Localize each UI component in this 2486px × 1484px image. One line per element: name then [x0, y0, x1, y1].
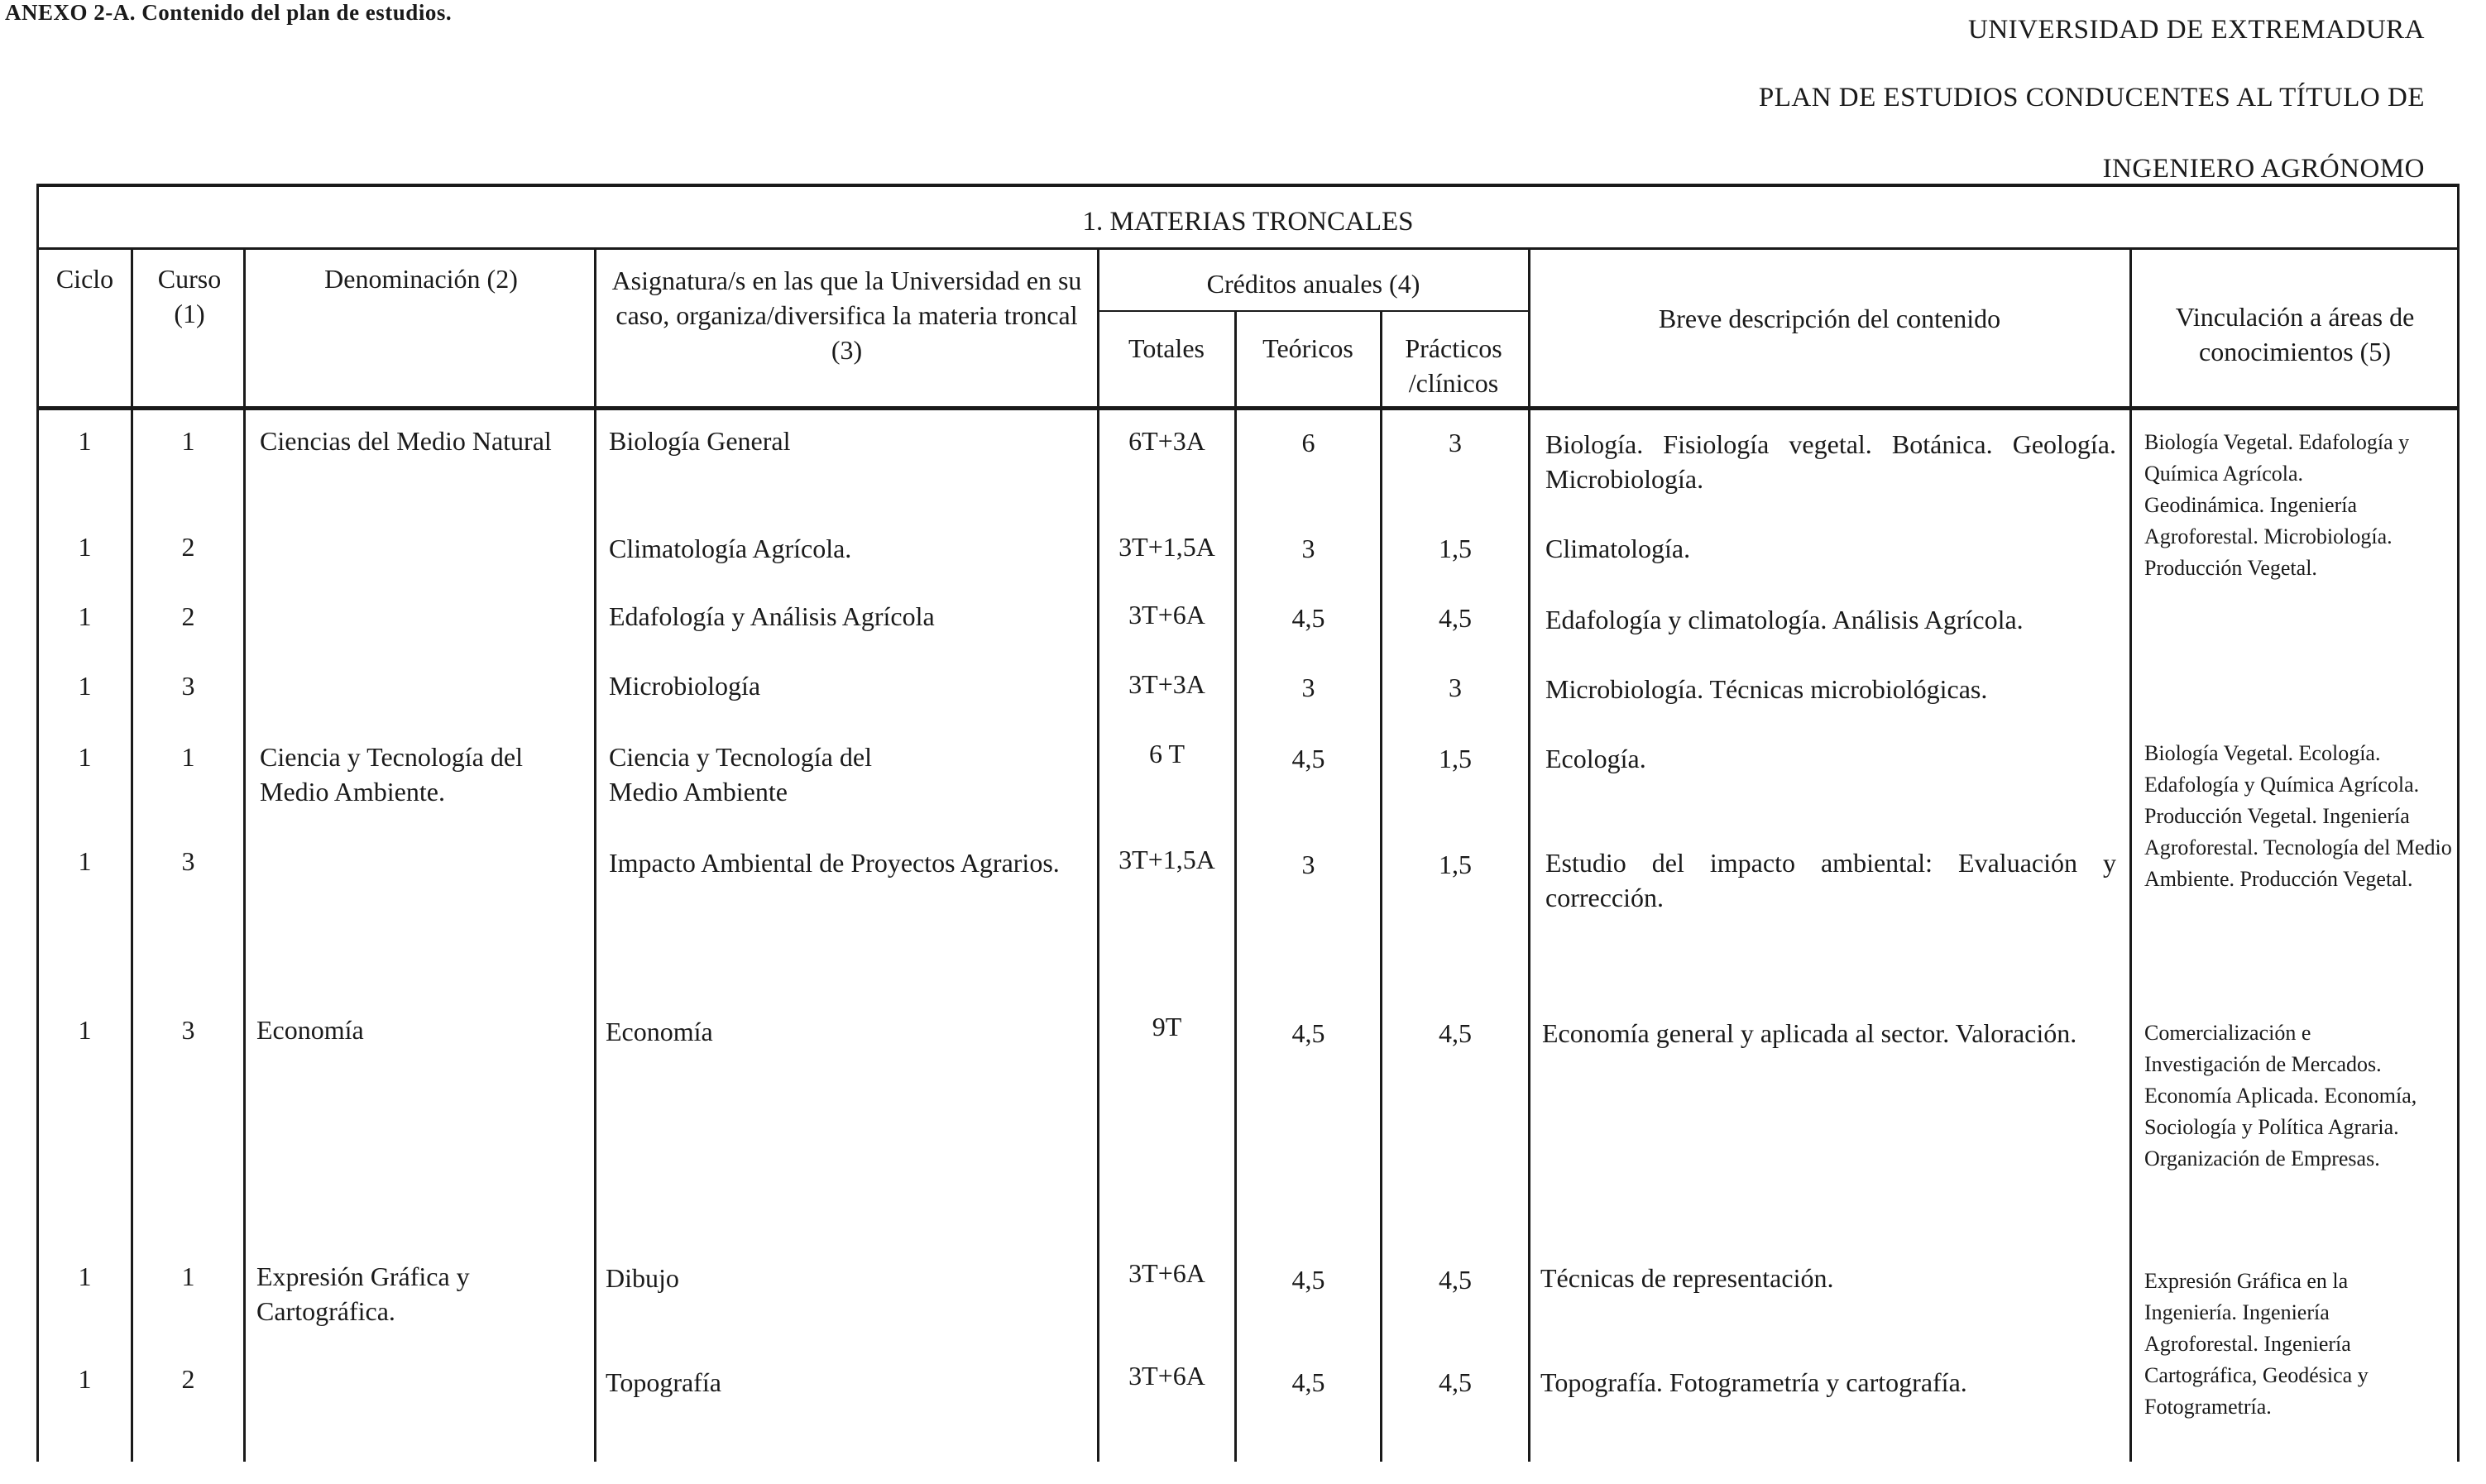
cell-teoricos: 6 [1301, 428, 1315, 457]
cell-denominacion: Expresión Gráfica y Cartográfica. [256, 1261, 470, 1326]
cell-curso: 2 [181, 601, 195, 631]
cell-teoricos: 3 [1301, 850, 1315, 879]
cell-asignatura: Topografía [606, 1367, 721, 1397]
cell-curso: 1 [181, 1261, 195, 1291]
cell-curso: 1 [181, 426, 195, 456]
cell-curso: 1 [181, 742, 195, 772]
cell-descripcion: Economía general y aplicada al sector. Valoración. [1542, 1018, 2077, 1048]
col-totales: Totales [1128, 333, 1205, 363]
cell-teoricos: 4,5 [1291, 1367, 1325, 1397]
cell-descripcion: Biología. Fisiología vegetal. Botánica. Geología. Microbiología. [1545, 429, 2116, 494]
areas-group: Comercialización e Investigación de Mercados. Economía Aplicada. Economía, Sociología y Política Agraria. Organización de Empresas. [2144, 1021, 2417, 1170]
cell-denominacion: Economía [256, 1015, 364, 1045]
cell-descripcion: Estudio del impacto ambiental: Evaluación y corrección. [1545, 848, 2116, 912]
cell-ciclo: 1 [78, 846, 92, 876]
cell-ciclo: 1 [78, 1364, 92, 1394]
col-ciclo: Ciclo [55, 264, 114, 294]
areas-group: Biología Vegetal. Edafología y Química Agrícola. Geodinámica. Ingeniería Agroforestal. Microbiología. Producción Vegetal. [2144, 430, 2410, 580]
cell-totales: 9T [1152, 1012, 1182, 1041]
cell-asignatura: Climatología Agrícola. [609, 534, 852, 563]
cell-curso: 2 [181, 1364, 195, 1394]
cell-asignatura: Dibujo [606, 1263, 679, 1293]
cell-practicos: 4,5 [1439, 603, 1472, 633]
cell-ciclo: 1 [78, 532, 92, 562]
cell-ciclo: 1 [78, 742, 92, 772]
col-denominacion: Denominación (2) [324, 264, 518, 294]
cell-totales: 3T+6A [1128, 1361, 1205, 1391]
col-areas: Vinculación a áreas de conocimientos (5) [2175, 302, 2415, 366]
cell-asignatura: Biología General [609, 426, 791, 456]
cell-curso: 2 [181, 532, 195, 562]
cell-descripcion: Ecología. [1545, 744, 1646, 773]
cell-totales: 3T+1,5A [1118, 845, 1215, 874]
cell-denominacion: Ciencias del Medio Natural [260, 426, 552, 456]
degree-title: INGENIERO AGRÓNOMO [2102, 154, 2425, 184]
cell-totales: 6 T [1149, 739, 1185, 768]
cell-totales: 3T+6A [1128, 600, 1205, 630]
cell-totales: 3T+1,5A [1118, 532, 1215, 562]
cell-ciclo: 1 [78, 1261, 92, 1291]
col-practicos: Prácticos /clínicos [1405, 333, 1502, 398]
cell-totales: 3T+6A [1128, 1258, 1205, 1288]
cell-practicos: 1,5 [1439, 744, 1472, 773]
cell-practicos: 1,5 [1439, 850, 1472, 879]
cell-practicos: 4,5 [1439, 1367, 1472, 1397]
cell-totales: 3T+3A [1128, 669, 1205, 699]
cell-asignatura: Impacto Ambiental de Proyectos Agrarios. [609, 848, 1060, 878]
cell-totales: 6T+3A [1128, 426, 1205, 456]
cell-practicos: 3 [1449, 673, 1462, 702]
cell-denominacion: Ciencia y Tecnología del Medio Ambiente. [260, 742, 523, 807]
university-name: UNIVERSIDAD DE EXTREMADURA [1968, 15, 2425, 45]
cell-asignatura: Ciencia y Tecnología del Medio Ambiente [609, 742, 872, 807]
cell-teoricos: 4,5 [1291, 1265, 1325, 1295]
cell-descripcion: Edafología y climatología. Análisis Agrícola. [1545, 605, 2024, 634]
cell-ciclo: 1 [78, 671, 92, 701]
areas-group: Biología Vegetal. Ecología. Edafología y Química Agrícola. Producción Vegetal. Ingeniería Agroforestal. Tecnología del Medio Ambiente. Producción Vegetal. [2144, 741, 2452, 891]
cell-teoricos: 4,5 [1291, 603, 1325, 633]
cell-ciclo: 1 [78, 601, 92, 631]
cell-curso: 3 [181, 1015, 195, 1045]
col-descripcion: Breve descripción del contenido [1658, 304, 2001, 333]
col-creditos: Créditos anuales (4) [1206, 269, 1420, 299]
cell-ciclo: 1 [78, 426, 92, 456]
cell-asignatura: Edafología y Análisis Agrícola [609, 601, 935, 631]
table-title: 1. MATERIAS TRONCALES [1082, 207, 1414, 237]
col-asignatura: Asignatura/s en las que la Universidad en su caso, organiza/diversifica la materia troncal (3) [611, 266, 1082, 365]
plan-title: PLAN DE ESTUDIOS CONDUCENTES AL TÍTULO DE [1758, 83, 2425, 112]
cell-descripcion: Topografía. Fotogrametría y cartografía. [1540, 1367, 1967, 1397]
cell-curso: 3 [181, 671, 195, 701]
cell-practicos: 4,5 [1439, 1018, 1472, 1048]
cell-curso: 3 [181, 846, 195, 876]
materias-troncales-table [36, 184, 2460, 1462]
annex-title: ANEXO 2-A. Contenido del plan de estudios. [5, 0, 453, 25]
cell-teoricos: 4,5 [1291, 744, 1325, 773]
cell-teoricos: 4,5 [1291, 1018, 1325, 1048]
col-curso: Curso (1) [157, 264, 222, 328]
col-teoricos: Teóricos [1262, 333, 1353, 363]
cell-teoricos: 3 [1301, 534, 1315, 563]
cell-descripcion: Técnicas de representación. [1540, 1263, 1834, 1293]
cell-ciclo: 1 [78, 1015, 92, 1045]
areas-group: Expresión Gráfica en la Ingeniería. Ingeniería Agroforestal. Ingeniería Cartográfica, Geodésica y Fotogrametría. [2144, 1269, 2369, 1419]
cell-practicos: 3 [1449, 428, 1462, 457]
cell-asignatura: Microbiología [609, 671, 761, 701]
cell-practicos: 4,5 [1439, 1265, 1472, 1295]
cell-practicos: 1,5 [1439, 534, 1472, 563]
cell-descripcion: Climatología. [1545, 534, 1691, 563]
cell-asignatura: Economía [606, 1017, 713, 1046]
cell-teoricos: 3 [1301, 673, 1315, 702]
cell-descripcion: Microbiología. Técnicas microbiológicas. [1545, 674, 1988, 704]
